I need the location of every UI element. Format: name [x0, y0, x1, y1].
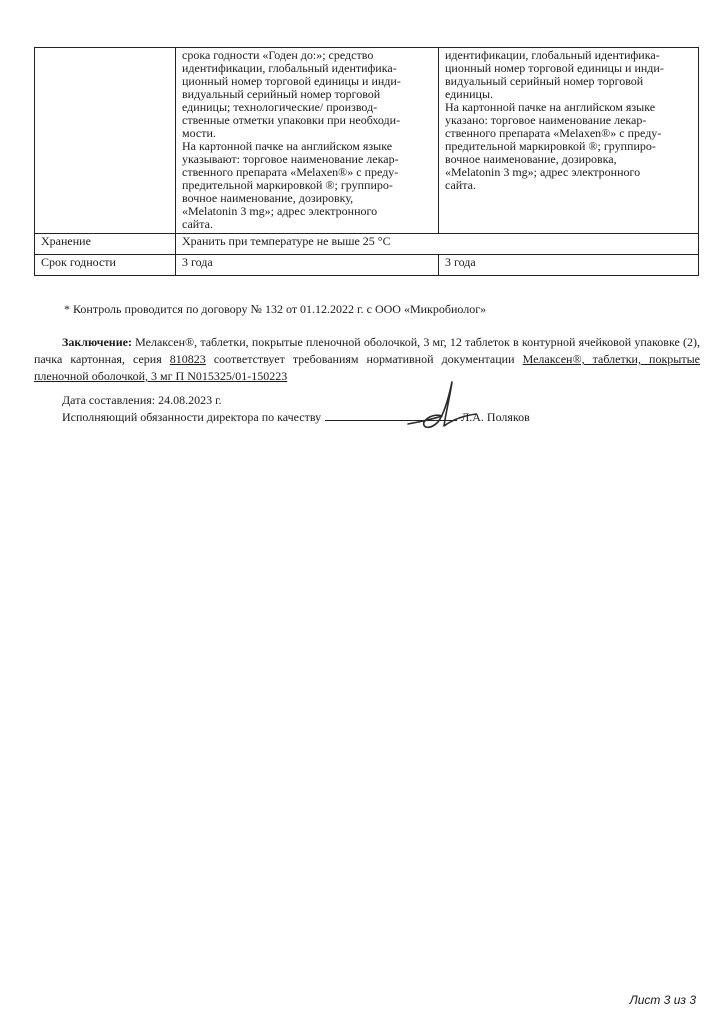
shelf-life-required: 3 года [176, 255, 439, 276]
normative-document: Мелаксен®, таблетки, покрытые пленочной оболочкой, 3 мг П N015325/01-150223 [34, 352, 700, 383]
shelf-life-label: Срок годности [35, 255, 176, 276]
conclusion-text-b: соответствует требованиям нормативной документации [205, 352, 523, 366]
table-row [35, 255, 699, 276]
handwritten-signature [400, 376, 480, 436]
shelf-life-actual: 3 года [439, 255, 699, 276]
table-row [35, 234, 699, 255]
signatory-name: Л.А. Поляков [461, 410, 530, 424]
conclusion-label: Заключение: [62, 335, 132, 349]
specification-table [34, 47, 699, 276]
compilation-date: Дата составления: 24.08.2023 г. [62, 393, 222, 407]
footnote: * Контроль проводится по договору № 132 от 01.12.2022 г. с ООО «Микробиолог» [64, 302, 487, 316]
conclusion-text-a: Мелаксен®, таблетки, покрытые пленочной оболочкой, 3 мг, 12 таблеток в контурной ячейковой упаковке (2), пачка картонная, серия [34, 335, 700, 366]
storage-label: Хранение [35, 234, 176, 255]
parameter-cell [35, 48, 176, 234]
batch-number: 810823 [169, 352, 206, 366]
table-row [35, 48, 699, 234]
result-text: идентификации, глобальный идентифика- ционный номер торговой единицы и инди- видуальный серийный номер торговой единицы. На картонной пачке на английском языке указано: торговое наименование лекар- ственного препарата «Melaxen®» с преду- предительной маркировкой ®; группиро- вочное наименование, дозировка, «Melatonin 3 mg»; адрес электронного сайта. [445, 48, 664, 192]
requirement-cell [176, 48, 439, 234]
conclusion-paragraph [34, 334, 700, 385]
signatory-role: Исполняющий обязанности директора по качеству [62, 410, 322, 424]
sheet-number: Лист 3 из 3 [629, 993, 696, 1007]
result-cell [439, 48, 699, 234]
requirement-text: срока годности «Годен до:»; средство идентификации, глобальный идентифика- ционный номер торговой единицы и инди- видуальный серийный номер торговой единицы; технологические/ производ- ственные отметки упаковки при необходи- мости. На картонной пачке на английском языке указывают: торговое наименование лекар- ственного препарата «Melaxen®» с преду- предительной маркировкой ®; группиро- вочное наименование, дозировку, «Melatonin 3 mg»; адрес электронного сайта. [182, 48, 401, 231]
storage-value: Хранить при температуре не выше 25 °С [176, 234, 699, 255]
